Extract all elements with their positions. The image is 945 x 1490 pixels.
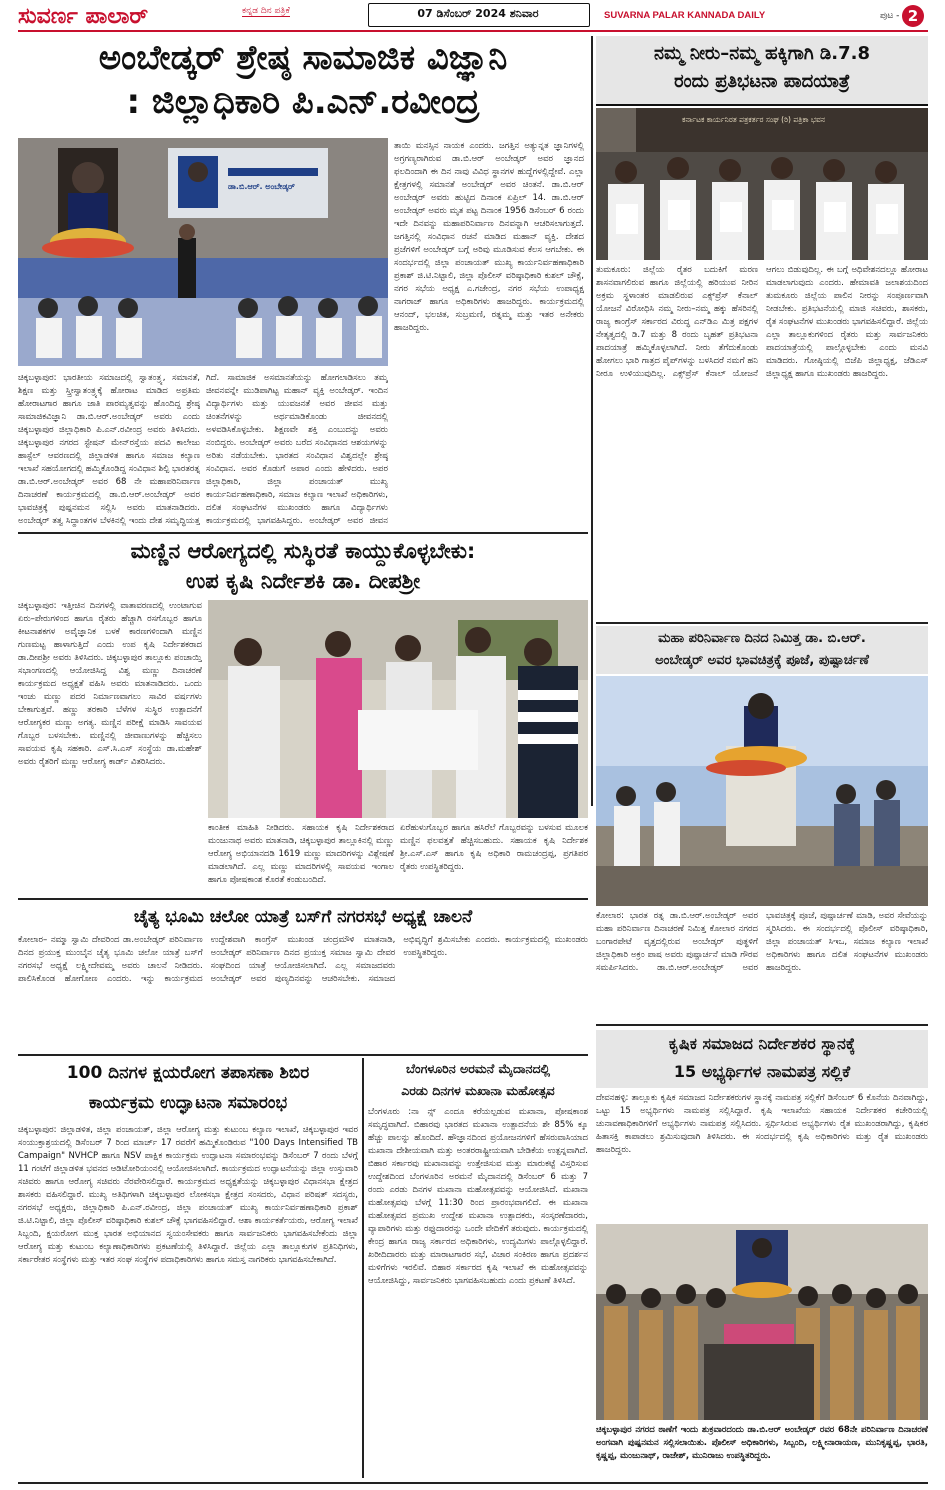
ambedkar-photo [596,676,928,906]
krushika-photo [596,1224,928,1420]
krushika-header [596,1030,928,1088]
masthead [0,0,945,34]
lead-body-col1: ಚಿಕ್ಕಬಳ್ಳಾಪುರ: ಭಾರತೀಯ ಸಮಾಜದಲ್ಲಿ ಸ್ವಾತಂತ್ರ್ಯ, ಸಮಾನತೆ, ಶಿಕ್ಷಣ ಮತ್ತು ಸ್ತ್ರೀಸ್ವಾತಂತ್ರ್ಯಕ್ಕೆ ಹೋರಾಟ ಮಾಡಿದ ಅಪ್ರತಿಮ ಹೋರಾಟಗಾರ ಹಾಗೂ ಜಾತಿ ಪಾರಮ್ಯತ್ವವನ್ನು ಹೊಂದಿದ್ದ ಶ್ರೇಷ್ಠ ಸಾಮಾಜಿಕವಿಜ್ಞಾನಿ ಡಾ.ಬಿ.ಆರ್.ಅಂಬೇಡ್ಕರ್ ಅವರು ಎಂದು ಚಿಕ್ಕಬಳ್ಳಾಪುರ ಜಿಲ್ಲಾಧಿಕಾರಿ ಪಿ.ಎನ್.ರವೀಂದ್ರ ಅವರು ತಿಳಿಸಿದರು. ಚಿಕ್ಕಬಳ್ಳಾಪುರ ನಗರದ ಸ್ಟೇಷನ್ ಮೇನ್‌ರಸ್ತೆಯ ಪದವಿ ಕಾಲೇಜು ಹಾಸ್ಟೆಲ್ ಆವರಣದಲ್ಲಿ ಜಿಲ್ಲಾಡಳಿತ ಹಾಗೂ ಸಮಾಜ ಕಲ್ಯಾಣ ಇಲಾಖೆ ಸಹಯೋಗದಲ್ಲಿ ಹಮ್ಮಿಕೊಂಡಿದ್ದ ಸಂವಿಧಾನ ಶಿಲ್ಪಿ ಭಾರತರತ್ನ ಡಾ.ಬಿ.ಆರ್.ಅಂಬೇಡ್ಕರ್ ಅವರ 68 ನೇ ಮಹಾಪರಿನಿರ್ವಾಣ ದಿನಾಚರಣೆ ಕಾರ್ಯಕ್ರಮದಲ್ಲಿ ಡಾ.ಬಿ.ಆರ್.ಅಂಬೇಡ್ಕರ್ ಅವರ ಭಾವಚಿತ್ರಕ್ಕೆ ಪುಷ್ಪನಮನ ಸಲ್ಲಿಸಿ ಅವರು ಮಾತನಾಡಿದರು. ಅಂಬೇಡ್ಕರ್ ತತ್ವ ಸಿದ್ಧಾಂತಗಳ ಬೆಳಕಿನಲ್ಲಿ ಇಂದು ದೇಶ ಸಮೃದ್ಧಿಯತ್ತ [18,373,200,526]
lead-body-col3: ತಾಯಿ ಮನಸ್ಸಿನ ನಾಯಕ ಎಂದರು. ಜಗತ್ತಿನ ಅತ್ಯುನ್ನತ ಜ್ಞಾನಿಗಳಲ್ಲಿ ಅಗ್ರಗಣ್ಯರಾಗಿರುವ ಡಾ.ಬಿ.ಆರ್ ಅಂಬೇಡ್ಕರ್ ಅವರ ಜ್ಞಾನದ ಫಲದಿಂದಾಗಿ ಈ ದಿನ ನಾವು ವಿವಿಧ ಸ್ಥಾನಗಳ ಹುದ್ದೆಗಳಲ್ಲಿದ್ದೇವೆ. ಎಲ್ಲಾ ಕ್ಷೇತ್ರಗಳಲ್ಲಿ ಸಮಾನತೆ ಅಂಬೇಡ್ಕರ್ ಅವರ ಚಿಂತನೆ. ಡಾ.ಬಿ.ಆರ್ ಅಂಬೇಡ್ಕರ್ ಅವರು ಹುಟ್ಟಿದ ದಿನಾಂಕ ಏಪ್ರಿಲ್ 14. ಡಾ.ಬಿ.ಆರ್ ಅಂಬೇಡ್ಕರ್ ಅವರು ಮೃತ ಪಟ್ಟ ದಿನಾಂಕ 1956 ಡಿಸೆಂಬರ್ 6 ರಂದು ಇದೇ ದಿನವನ್ನು ಮಹಾಪರಿನಿರ್ವಾಣ ದಿನವನ್ನಾಗಿ ಆಚರಿಸಲಾಗುತ್ತದೆ. ಜಗತ್ತಿನಲ್ಲಿ ಸಂವಿಧಾನ ರಚನೆ ಮಾಡಿದ ಮಹಾನ್ ವ್ಯಕ್ತಿ. ದೇಶದ ಪ್ರಜೆಗಳಿಗೆ ಅಂಬೇಡ್ಕರ್ ಬಗ್ಗೆ ಅರಿವು ಮೂಡಿಸುವ ಕೆಲಸ ಆಗಬೇಕು. ಈ ಸಂದರ್ಭದಲ್ಲಿ ಜಿಲ್ಲಾ ಪಂಚಾಯತ್ ಮುಖ್ಯ ಕಾರ್ಯನಿರ್ವಹಣಾಧಿಕಾರಿ ಪ್ರಕಾಶ್ ಜಿ.ಟಿ.ನಿಟ್ಟಾಲಿ, ಜಿಲ್ಲಾ ಪೊಲೀಸ್ ವರಿಷ್ಠಾಧಿಕಾರಿ ಕುಶಲ್ ಚೌಕ್ಸೆ, ನಗರ ಸಭೆಯ ಅಧ್ಯಕ್ಷ ಎ.ಗಜೇಂದ್ರ, ನಗರ ಸಭೆಯ ಉಪಾಧ್ಯಕ್ಷ ನಾಗರಾಜ್ ಹಾಗೂ ಅಧಿಕಾರಿಗಳು ಹಾಜರಿದ್ದರು. ಕಾರ್ಯಕ್ರಮದಲ್ಲಿ ಆನಂದ್, ಭಲಚಿತ, ಸುಬ್ರಮಣಿ, ರತ್ನಮ್ಮ ಮತ್ತು ಇತರ ಅನೇಕರು ಹಾಜರಿದ್ದರು. [394,141,584,333]
krushika-headline-1: ಕೃಷಿಕ ಸಮಾಜದ ನಿರ್ದೇಶಕರ ಸ್ಥಾನಕ್ಕೆ [668,1034,856,1053]
soil-headline [18,536,588,596]
sidebar-top-headline-1: ನಮ್ಮ ನೀರು–ನಮ್ಮ ಹಕ್ಕಿಗಾಗಿ ಡಿ.7.8 [654,43,870,64]
divider-main-vertical [591,36,593,806]
krushika-headline-2: 15 ಅಭ್ಯರ್ಥಿಗಳ ನಾಮಪತ್ರ ಸಲ್ಲಿಕೆ [673,1062,851,1081]
soil-photo-art [208,600,588,818]
krushika-body: ದೇವನಹಳ್ಳಿ: ತಾಲ್ಲೂಕು ಕೃಷಿಕ ಸಮಾಜದ ನಿರ್ದೇಶಕರುಗಳ ಸ್ಥಾನಕ್ಕೆ ನಾಮಪತ್ರ ಸಲ್ಲಿಕೆಗೆ ಡಿಸೆಂಬರ್ 6 ಕೊನೆಯ ದಿನವಾಗಿದ್ದು, ಒಟ್ಟು 15 ಅಭ್ಯರ್ಥಿಗಳು ನಾಮಪತ್ರ ಸಲ್ಲಿಸಿದ್ದಾರೆ. ಕೃಷಿ ಇಲಾಖೆಯ ಸಹಾಯಕ ನಿರ್ದೇಶಕರ ಕಚೇರಿಯಲ್ಲಿ ಚುನಾವಣಾಧಿಕಾರಿಗಳಿಗೆ ಅಭ್ಯರ್ಥಿಗಳು ನಾಮಪತ್ರ ಸಲ್ಲಿಸಿದರು. ಸ್ಪರ್ಧಿಸಿರುವ ಅಭ್ಯರ್ಥಿಗಳು ರೈತ ಮುಖಂಡರಾಗಿದ್ದು, ಕೃಷಿಕರ ಹಿತಾಸಕ್ತಿ ಕಾಪಾಡಲು ಶ್ರಮಿಸುವುದಾಗಿ ತಿಳಿಸಿದರು. ಈ ಸಂದರ್ಭದಲ್ಲಿ ಕೃಷಿ ಅಧಿಕಾರಿಗಳು ಮತ್ತು ರೈತ ಮುಖಂಡರು ಹಾಜರಿದ್ದರು. [596,1093,928,1155]
lead-photo [18,138,388,366]
soil-body-mid: ಕಾಂತೀಕ ಮಾಹಿತಿ ನೀಡಿದರು. ಸಹಾಯಕ ಕೃಷಿ ನಿರ್ದೇಶಕರಾದ ಮಂಜುನಾಥ ಅವರು ಮಾತನಾಡಿ, ಚಿಕ್ಕಬಳ್ಳಾಪುರ ತಾಲ್ಲೂಕಿನಲ್ಲಿ ಮಣ್ಣು ಆರೋಗ್ಯ ಅಭಿಯಾನದಡಿ 1619 ಮಣ್ಣು ಮಾದರಿಗಳನ್ನು ವಿಶ್ಲೇಷಣೆ ಮಾಡಲಾಗಿದೆ. ಎಲ್ಲ ಮಣ್ಣು ಮಾದರಿಗಳಲ್ಲಿ ಸಾವಯವ ಇಂಗಾಲ ಹಾಗೂ ಪೋಷಕಾಂಶ ಕೊರತೆ ಕಂಡುಬಂದಿದೆ. [208,823,394,885]
lead-headline-line1: ಅಂಬೇಡ್ಕರ್ ಶ್ರೇಷ್ಠ ಸಾಮಾಜಿಕ ವಿಜ್ಞಾನಿ [98,38,508,78]
lead-headline [18,36,588,124]
lead-photo-art [18,138,388,366]
makhana-headline [368,1058,588,1102]
divider-ambedkar-bottom [596,1024,928,1026]
ambedkar-headline-1: ಮಹಾ ಪರಿನಿರ್ವಾಣ ದಿನದ ನಿಮಿತ್ತ ಡಾ. ಬಿ.ಆರ್. [658,631,866,646]
lead-body-col2: ಗಿದೆ. ಸಾಮಾಜಿಕ ಅಸಮಾನತೆಯನ್ನು ಹೋಗಲಾಡಿಸಲು ತಮ್ಮ ಜೀವನವನ್ನೇ ಮುಡಿಪಾಗಿಟ್ಟ ಮಹಾನ್ ವ್ಯಕ್ತಿ ಅಂಬೇಡ್ಕರ್. ಇಂದಿನ ವಿದ್ಯಾರ್ಥಿಗಳು ಮತ್ತು ಯುವಜನತೆ ಅವರ ಜೀವನ ಮತ್ತು ಚಿಂತನೆಗಳನ್ನು ಅರ್ಥಮಾಡಿಕೊಂಡು ಜೀವನದಲ್ಲಿ ಅಳವಡಿಸಿಕೊಳ್ಳಬೇಕು. ಶಿಕ್ಷಣವೇ ಶಕ್ತಿ ಎಂಬುದನ್ನು ಅವರು ನಂಬಿದ್ದರು. ಅಂಬೇಡ್ಕರ್ ಅವರು ಬರೆದ ಸಂವಿಧಾನದ ಆಶಯಗಳನ್ನು ಅರಿತು ನಡೆಯಬೇಕು. ಭಾರತದ ಸಂವಿಧಾನ ವಿಶ್ವದಲ್ಲೇ ಶ್ರೇಷ್ಠ ಸಂವಿಧಾನ. ಅವರ ಕೊಡುಗೆ ಅಪಾರ ಎಂದು ಹೇಳಿದರು. ಅಪರ ಜಿಲ್ಲಾಧಿಕಾರಿ, ಜಿಲ್ಲಾ ಪಂಚಾಯತ್ ಮುಖ್ಯ ಕಾರ್ಯನಿರ್ವಹಣಾಧಿಕಾರಿ, ಸಮಾಜ ಕಲ್ಯಾಣ ಇಲಾಖೆ ಅಧಿಕಾರಿಗಳು, ದಲಿತ ಸಂಘಟನೆಗಳ ಮುಖಂಡರು ಹಾಗೂ ವಿದ್ಯಾರ್ಥಿಗಳು ಕಾರ್ಯಕ್ರಮದಲ್ಲಿ ಭಾಗವಹಿಸಿದ್ದರು. ಅಂಬೇಡ್ಕರ್ ಅವರ ಜೀವನ [206,373,388,526]
soil-body-right: ಏರೆಹುಳುಗೊಬ್ಬರ ಹಾಗೂ ಹಸಿರೆಲೆ ಗೊಬ್ಬರವನ್ನು ಬಳಸುವ ಮೂಲಕ ಮಣ್ಣಿನ ಫಲವತ್ತತೆ ಹೆಚ್ಚಿಸಬಹುದು. ಸಹಾಯಕ ಕೃಷಿ ನಿರ್ದೇಶಕ ಶ್ರೀ.ಎಸ್.ಎಸ್ ಹಾಗೂ ಕೃಷಿ ಅಧಿಕಾರಿ ರಾಮಚಂದ್ರಪ್ಪ, ಪ್ರಗತಿಪರ ರೈತರು ಉಪಸ್ಥಿತರಿದ್ದರು. [400,823,588,872]
sidebar-top-photo-art [596,108,928,260]
chaitya-headline: ಚೈತ್ಯ ಭೂಮಿ ಚಲೋ ಯಾತ್ರೆ ಬಸ್‌ಗೆ ನಗರಸಭೆ ಅಧ್ಯಕ್ಷೆ ಚಾಲನೆ [133,907,473,927]
lead-photo-banner-text: ಡಾ.ಬಿ.ಆರ್. ಅಂಬೇಡ್ಕರ್ [228,182,295,191]
tb-body: ಚಿಕ್ಕಬಳ್ಳಾಪುರ: ಜಿಲ್ಲಾಡಳಿತ, ಜಿಲ್ಲಾ ಪಂಚಾಯತ್, ಜಿಲ್ಲಾ ಆರೋಗ್ಯ ಮತ್ತು ಕುಟುಂಬ ಕಲ್ಯಾಣ ಇಲಾಖೆ, ಚಿಕ್ಕಬಳ್ಳಾಪುರ ಇವರ ಸಂಯುಕ್ತಾಶ್ರಯದಲ್ಲಿ ಡಿಸೆಂಬರ್ 7 ರಿಂದ ಮಾರ್ಚ್ 17 ರವರೆಗೆ ಹಮ್ಮಿಕೊಂಡಿರುವ "100 Days Intensified TB Campaign" NVHCP ಹಾಗೂ NSV ಪಾಕ್ಷಿಕ ಕಾರ್ಯಕ್ರಮ ಉದ್ಘಾಟನಾ ಸಮಾರಂಭವನ್ನು ಡಿಸೆಂಬರ್ 7 ರಂದು ಬೆಳಗ್ಗೆ 11 ಗಂಟೆಗೆ ಜಿಲ್ಲಾಡಳಿತ ಭವನದ ಆಡಿಟೋರಿಯಂನಲ್ಲಿ ಆಯೋಜಿಸಲಾಗಿದೆ. ಕಾರ್ಯಕ್ರಮದ ಉದ್ಘಾಟನೆಯನ್ನು ಜಿಲ್ಲಾ ಉಸ್ತುವಾರಿ ಸಚಿವರು ಹಾಗೂ ಆರೋಗ್ಯ ಸಚಿವರು ನೆರವೇರಿಸಲಿದ್ದಾರೆ. ಕಾರ್ಯಕ್ರಮದ ಅಧ್ಯಕ್ಷತೆಯನ್ನು ಚಿಕ್ಕಬಳ್ಳಾಪುರ ವಿಧಾನಸಭಾ ಕ್ಷೇತ್ರದ ಶಾಸಕರು ವಹಿಸಲಿದ್ದಾರೆ. ಮುಖ್ಯ ಅತಿಥಿಗಳಾಗಿ ಚಿಕ್ಕಬಳ್ಳಾಪುರ ಲೋಕಸಭಾ ಕ್ಷೇತ್ರದ ಸಂಸದರು, ವಿಧಾನ ಪರಿಷತ್ ಸದಸ್ಯರು, ನಗರಸಭೆ ಅಧ್ಯಕ್ಷರು, ಜಿಲ್ಲಾಧಿಕಾರಿ ಪಿ.ಎನ್.ರವೀಂದ್ರ, ಜಿಲ್ಲಾ ಪಂಚಾಯತ್ ಮುಖ್ಯ ಕಾರ್ಯನಿರ್ವಹಣಾಧಿಕಾರಿ ಪ್ರಕಾಶ್ ಜಿ.ಟಿ.ನಿಟ್ಟಾಲಿ, ಜಿಲ್ಲಾ ಪೊಲೀಸ್ ವರಿಷ್ಠಾಧಿಕಾರಿ ಕುಶಲ್ ಚೌಕ್ಸೆ ಭಾಗವಹಿಸಲಿದ್ದಾರೆ. ಆಶಾ ಕಾರ್ಯಕರ್ತೆಯರು, ಆರೋಗ್ಯ ಇಲಾಖೆ ಸಿಬ್ಬಂದಿ, ಕ್ಷಯರೋಗ ಮುಕ್ತ ಭಾರತ ಅಭಿಯಾನದ ಸ್ವಯಂಸೇವಕರು ಹಾಗೂ ಸಾರ್ವಜನಿಕರು ಭಾಗವಹಿಸಬೇಕೆಂದು ಜಿಲ್ಲಾ ಆರೋಗ್ಯ ಮತ್ತು ಕುಟುಂಬ ಕಲ್ಯಾಣಾಧಿಕಾರಿಗಳು ಪ್ರಕಟಣೆಯಲ್ಲಿ ತಿಳಿಸಿದ್ದಾರೆ. ಜಿಲ್ಲೆಯ ಎಲ್ಲಾ ತಾಲ್ಲೂಕುಗಳ ಪ್ರತಿನಿಧಿಗಳು, ಸರ್ಕಾರೇತರ ಸಂಸ್ಥೆಗಳು ಮತ್ತು ಇತರ ಸಂಘ ಸಂಸ್ಥೆಗಳ ಪದಾಧಿಕಾರಿಗಳು ಹಾಗೂ ಸಮಸ್ತ ನಾಗರಿಕರು ಭಾಗವಹಿಸಬೇಕಾಗಿದೆ. [18,1125,358,1265]
tb-headline [18,1058,358,1118]
krushika-photo-art [596,1224,928,1420]
page-number: 2 [902,5,924,27]
sidebar-top-header [596,36,928,106]
ambedkar-body: ಕೋಲಾರ: ಭಾರತ ರತ್ನ ಡಾ.ಬಿ.ಆರ್.ಅಂಬೇಡ್ಕರ್ ಅವರ ಮಹಾ ಪರಿನಿರ್ವಾಣ ದಿನಾಚರಣೆ ನಿಮಿತ್ತ ಕೋಲಾರ ನಗರದ ಬಂಗಾರಪೇಟೆ ವೃತ್ತದಲ್ಲಿರುವ ಅಂಬೇಡ್ಕರ್ ಪುತ್ಥಳಿಗೆ ಜಿಲ್ಲಾಧಿಕಾರಿ ಅಕ್ರಂ ಪಾಷ ಅವರು ಪುಷ್ಪಾರ್ಚನೆ ಮಾಡಿ ಗೌರವ ಸಮರ್ಪಿಸಿದರು. ಡಾ.ಬಿ.ಆರ್.ಅಂಬೇಡ್ಕರ್ ಅವರ ಭಾವಚಿತ್ರಕ್ಕೆ ಪೂಜೆ, ಪುಷ್ಪಾರ್ಚಣೆ ಮಾಡಿ, ಅವರ ಸೇವೆಯನ್ನು ಸ್ಮರಿಸಿದರು. ಈ ಸಂದರ್ಭದಲ್ಲಿ ಪೊಲೀಸ್ ವರಿಷ್ಠಾಧಿಕಾರಿ, ಜಿಲ್ಲಾ ಪಂಚಾಯತ್ ಸಿಇಒ, ಸಮಾಜ ಕಲ್ಯಾಣ ಇಲಾಖೆ ಅಧಿಕಾರಿಗಳು ಹಾಗೂ ದಲಿತ ಸಂಘಟನೆಗಳ ಮುಖಂಡರು ಹಾಜರಿದ್ದರು. [596,911,928,973]
divider-sidebar-top [596,622,928,624]
lead-headline-line2: : ಜಿಲ್ಲಾಧಿಕಾರಿ ಪಿ.ಎನ್.ರವೀಂದ್ರ [126,82,480,122]
masthead-date: 07 ಡಿಸೆಂಬರ್ 2024 ಶನಿವಾರ [417,7,539,20]
masthead-logo: ಸುವರ್ಣ ಪಾಲಾರ್ [18,4,149,29]
page-bottom-rule [18,1482,928,1484]
soil-photo [208,600,588,818]
soil-headline-2: ಉಪ ಕೃಷಿ ನಿರ್ದೇಶಕಿ ಡಾ. ದೀಪಶ್ರೀ [185,569,421,593]
sidebar-top-body: ತುಮಕೂರು: ಜಿಲ್ಲೆಯ ರೈತರ ಬದುಕಿಗೆ ಮರಣ ಶಾಸನವಾಗಲಿರುವ ಹಾಗೂ ಜಿಲ್ಲೆಯಲ್ಲಿ ಹರಿಯುವ ನೀರಿನ ಅಕ್ರಮ ಸ್ಥಳಾಂತರ ಮಾಡಲಿರುವ ಎಕ್ಸ್‌ಪ್ರೆಸ್ ಕೆನಾಲ್ ಯೋಜನೆ ವಿರೋಧಿಸಿ ನಮ್ಮ ನೀರು–ನಮ್ಮ ಹಕ್ಕು ಹೆಸರಿನಲ್ಲಿ ರಾಜ್ಯ ಕಾಂಗ್ರೆಸ್ ಸರ್ಕಾರದ ವಿರುದ್ಧ ಎನ್‌ಡಿಎ ಮಿತ್ರ ಪಕ್ಷಗಳ ನೇತೃತ್ವದಲ್ಲಿ ಡಿ.7 ಮತ್ತು 8 ರಂದು ಬೃಹತ್ ಪ್ರತಿಭಟನಾ ಪಾದಯಾತ್ರೆ ಹಮ್ಮಿಕೊಳ್ಳಲಾಗಿದೆ. ನೀರು ತೆಗೆದುಕೊಂಡು ಹೋಗಲು ಭಾರಿ ಗಾತ್ರದ ಪೈಪ್‌ಗಳನ್ನು ಬಳಸಿದರೆ ನಮಗೆ ಹನಿ ನೀರೂ ಉಳಿಯುವುದಿಲ್ಲ. ಎಕ್ಸ್‌ಪ್ರೆಸ್ ಕೆನಾಲ್ ಯೋಜನೆ ಆಗಲು ಬಿಡುವುದಿಲ್ಲ. ಈ ಬಗ್ಗೆ ಅಧಿವೇಶನದಲ್ಲೂ ಹೋರಾಟ ಮಾಡಲಾಗುವುದು ಎಂದರು. ಹೇಮಾವತಿ ಜಲಾಶಯದಿಂದ ತುಮಕೂರು ಜಿಲ್ಲೆಯ ಪಾಲಿನ ನೀರನ್ನು ಸಂಪೂರ್ಣವಾಗಿ ನೀಡಬೇಕು. ಪ್ರತಿಭಟನೆಯಲ್ಲಿ ಮಾಜಿ ಸಚಿವರು, ಶಾಸಕರು, ರೈತ ಸಂಘಟನೆಗಳ ಮುಖಂಡರು ಭಾಗವಹಿಸಲಿದ್ದಾರೆ. ಜಿಲ್ಲೆಯ ಎಲ್ಲಾ ತಾಲ್ಲೂಕುಗಳಿಂದ ರೈತರು ಮತ್ತು ಸಾರ್ವಜನಿಕರು ಪಾದಯಾತ್ರೆಯಲ್ಲಿ ಪಾಲ್ಗೊಳ್ಳಬೇಕು ಎಂದು ಮನವಿ ಮಾಡಿದರು. ಗೋಷ್ಠಿಯಲ್ಲಿ ಬಿಜೆಪಿ ಜಿಲ್ಲಾಧ್ಯಕ್ಷ, ಜೆಡಿಎಸ್ ಜಿಲ್ಲಾಧ್ಯಕ್ಷ ಹಾಗೂ ಮುಖಂಡರು ಹಾಜರಿದ್ದರು. [596,265,928,379]
tb-headline-2: ಕಾರ್ಯಕ್ರಮ ಉದ್ಘಾಟನಾ ಸಮಾರಂಭ [88,1093,288,1113]
sidebar-top-photo [596,108,928,260]
tb-headline-1: 100 ದಿನಗಳ ಕ್ಷಯರೋಗ ತಪಾಸಣಾ ಶಿಬಿರ [66,1063,310,1083]
divider-lead-bottom [18,532,588,534]
makhana-headline-2: ಎರಡು ದಿನಗಳ ಮಖಾನಾ ಮಹೋತ್ಸವ [401,1083,555,1098]
page-label: ಪುಟ - [880,11,900,21]
masthead-tagline: ಕನ್ನಡ ದಿನ ಪತ್ರಿಕೆ [242,6,290,16]
divider-soil-bottom [18,898,588,900]
chaitya-body: ಕೋಲಾರ– ನಮ್ಮಾ ಸ್ವಾಮಿ ದೇವರಿಂದ ಡಾ.ಅಂಬೇಡ್ಕರ್ ಪರಿನಿರ್ವಾಣ ದಿನದ ಪ್ರಯುಕ್ತ ಮುಂಬೈನ ಚೈತ್ಯ ಭೂಮಿ ಚಲೋ ಯಾತ್ರೆ ಬಸ್‌ಗೆ ನಗರಸಭೆ ಅಧ್ಯಕ್ಷೆ ಲಕ್ಷ್ಮೀದೇವಮ್ಮ ಅವರು ಚಾಲನೆ ನೀಡಿದರು. ಪಾಲಿಸಿಕೊಂಡ ಹೋಗೋಣ ಎಂದರು. ಇನ್ನು ಕಾರ್ಯಕ್ರಮದ ಉದ್ದೇಶವಾಗಿ ಕಾಂಗ್ರೆಸ್ ಮುಖಂಡ ಚಂದ್ರಮೌಳಿ ಮಾತನಾಡಿ, ಅಂಬೇಡ್ಕರ್ ಪರಿನಿರ್ವಾಣ ದಿನದ ಪ್ರಯುಕ್ತ ಸಮಾಜ ಸ್ವಾಮಿ ದೇವರ ಸಂಘದಿಂದ ಯಾತ್ರೆ ಆಯೋಜಿಸಲಾಗಿದೆ. ಎಲ್ಲ ಸಮಾಜದವರು ಅಂಬೇಡ್ಕರ್ ಅವರ ಪುಣ್ಯದಿನವನ್ನು ಆಚರಿಸಬೇಕು. ಸಮಾಜದ ಅಭಿವೃದ್ಧಿಗೆ ಶ್ರಮಿಸಬೇಕು ಎಂದರು. ಕಾರ್ಯಕ್ರಮದಲ್ಲಿ ಮುಖಂಡರು ಉಪಸ್ಥಿತರಿದ್ದರು. [18,935,588,984]
masthead-rule [18,30,928,32]
sidebar-top-headline-2: ರಂದು ಪ್ರತಿಭಟನಾ ಪಾದಯಾತ್ರೆ [674,71,850,92]
ambedkar-header [596,626,928,674]
soil-headline-1: ಮಣ್ಣಿನ ಆರೋಗ್ಯದಲ್ಲಿ ಸುಸ್ಥಿರತೆ ಕಾಯ್ದುಕೊಳ್ಳಬೇಕು: [130,539,476,563]
krushika-caption: ಚಿಕ್ಕಬಳ್ಳಾಪುರ ನಗರದ ಠಾಣೆಗೆ ಇಂದು ಶುಕ್ರವಾರದಂದು ಡಾ.ಬಿ.ಆರ್ ಅಂಬೇಡ್ಕರ್ ರವರ 68ನೇ ಪರಿನಿರ್ವಾಣ ದಿನಾಚರಣೆ ಅಂಗವಾಗಿ ಪುಷ್ಪನಮನ ಸಲ್ಲಿಸಲಾಯಿತು. ಪೊಲೀಸ್ ಅಧಿಕಾರಿಗಳು, ಸಿಬ್ಬಂದಿ, ಲಕ್ಷ್ಮೀನಾರಾಯಣ, ಮುನಿಕೃಷ್ಣಪ್ಪ, ಭಾರತಿ, ಕೃಷ್ಣಪ್ಪ, ಮಂಜುನಾಥ್, ರಾಜೇಶ್, ಮುನಿರಾಜು ಉಪಸ್ಥಿತರಿದ್ದರು. [596,1425,928,1461]
ambedkar-photo-art [596,676,928,906]
makhana-body: ಬೆಂಗಳೂರು :ನಾ ನ್ಸ್ ಎಂದೂ ಕರೆಯಲ್ಪಡುವ ಮಖಾನಾ, ಪೋಷಕಾಂಶ ಸಮೃದ್ಧವಾಗಿದೆ. ಬಿಹಾರವು ಭಾರತದ ಮಖಾನಾ ಉತ್ಪಾದನೆಯ ಶೇ 85% ಕ್ಕೂ ಹೆಚ್ಚು ಪಾಲನ್ನು ಹೊಂದಿದೆ. ಹೌಜ್ಞಾನದಿಂದ ಪ್ರಯೋಜನಗಳಿಗೆ ಹೆಸರುವಾಸಿಯಾದ ಮಖಾನಾ ದೇಶೀಯವಾಗಿ ಮತ್ತು ಅಂತರರಾಷ್ಟ್ರೀಯವಾಗಿ ಬೇಡಿಕೆಯ ಉತ್ಪನ್ನವಾಗಿದೆ. ಬಿಹಾರ ಸರ್ಕಾರವು ಮಖಾನಾವನ್ನು ಉತ್ತೇಜಿಸುವ ಮತ್ತು ಮಾರುಕಟ್ಟೆ ವಿಸ್ತರಿಸುವ ಉದ್ದೇಶದಿಂದ ಬೆಂಗಳೂರಿನ ಅರಮನೆ ಮೈದಾನದಲ್ಲಿ ಡಿಸೆಂಬರ್ 6 ಮತ್ತು 7 ರಂದು ಎರಡು ದಿನಗಳ ಮಖಾನಾ ಮಹೋತ್ಸವವನ್ನು ಆಯೋಜಿಸಿದೆ. ಮಖಾನಾ ಮಹೋತ್ಸವವು ಬೆಳಗ್ಗೆ 11:30 ರಿಂದ ಪ್ರಾರಂಭವಾಗಲಿದೆ. ಈ ಮಖಾನಾ ಮಹೋತ್ಸವದ ಪ್ರಮುಖ ಉದ್ದೇಶ ಮಖಾನಾ ಉತ್ಪಾದಕರು, ಸಂಸ್ಕರಣೆದಾರರು, ವ್ಯಾಪಾರಿಗಳು ಮತ್ತು ರಫ್ತುದಾರರನ್ನು ಒಂದೇ ವೇದಿಕೆಗೆ ತರುವುದು. ಕಾರ್ಯಕ್ರಮದಲ್ಲಿ ಕೇಂದ್ರ ಹಾಗೂ ರಾಜ್ಯ ಸರ್ಕಾರದ ಅಧಿಕಾರಿಗಳು, ಉದ್ಯಮಿಗಳು ಪಾಲ್ಗೊಳ್ಳಲಿದ್ದಾರೆ. ಖರೀದಿದಾರರು ಮತ್ತು ಮಾರಾಟಗಾರರ ಸಭೆ, ವಿಚಾರ ಸಂಕಿರಣ ಹಾಗೂ ಪ್ರದರ್ಶನ ಮಳಿಗೆಗಳು ಇರಲಿವೆ. ಬಿಹಾರ ಸರ್ಕಾರದ ಕೃಷಿ ಇಲಾಖೆ ಈ ಮಹೋತ್ಸವವನ್ನು ಆಯೋಜಿಸಿದ್ದು, ಸಾರ್ವಜನಿಕರು ಭಾಗವಹಿಸಬಹುದು ಎಂದು ಪ್ರಕಟಣೆ ತಿಳಿಸಿದೆ. [368,1107,588,1286]
masthead-english-name: SUVARNA PALAR KANNADA DAILY [604,10,766,21]
ambedkar-headline-2: ಅಂಬೇಡ್ಕರ್ ಅವರ ಭಾವಚಿತ್ರಕ್ಕೆ ಪೂಜೆ, ಪುಷ್ಪಾರ್ಚಣೆ [655,653,869,668]
soil-body-left: ಚಿಕ್ಕಬಳ್ಳಾಪುರ: ಇತ್ತೀಚಿನ ದಿನಗಳಲ್ಲಿ ವಾತಾವರಣದಲ್ಲಿ ಉಂಟಾಗುವ ಏರು–ಪೇರುಗಳಿಂದ ಹಾಗೂ ರೈತರು ಹೆಚ್ಚಾಗಿ ರಸಗೊಬ್ಬರ ಹಾಗೂ ಕೀಟನಾಶಕಗಳ ಅವೈಜ್ಞಾನಿಕ ಬಳಕೆ ಕಾರಣಗಳಿಂದಾಗಿ ಮಣ್ಣಿನ ಗುಣಮಟ್ಟ ಹಾಳಾಗುತ್ತಿದೆ ಎಂದು ಉಪ ಕೃಷಿ ನಿರ್ದೇಶಕರಾದ ಡಾ.ದೀಪಶ್ರೀ ಅವರು ತಿಳಿಸಿದರು. ಚಿಕ್ಕಬಳ್ಳಾಪುರ ತಾಲ್ಲೂಕು ಪಂಚಾಯ್ತಿ ಸಭಾಂಗಣದಲ್ಲಿ ಆಯೋಜಿಸಿದ್ದ ವಿಶ್ವ ಮಣ್ಣು ದಿನಾಚರಣೆ ಕಾರ್ಯಕ್ರಮದ ಅಧ್ಯಕ್ಷತೆ ವಹಿಸಿ ಅವರು ಮಾತನಾಡಿದರು. ಒಂದು ಇಂಚು ಮಣ್ಣು ಪದರ ನಿರ್ಮಾಣವಾಗಲು ಸಾವಿರ ವರ್ಷಗಳು ಬೇಕಾಗುತ್ತವೆ. ಹಣ್ಣು ತರಕಾರಿ ಬೆಳೆಗಳ ಸುಸ್ಥಿರ ಉತ್ಪಾದನೆಗೆ ಆರೋಗ್ಯಕರ ಮಣ್ಣು ಅಗತ್ಯ. ಮಣ್ಣಿನ ಪರೀಕ್ಷೆ ಮಾಡಿಸಿ ಸಾವಯವ ಗೊಬ್ಬರ ಬಳಸಬೇಕು. ಮಣ್ಣಿನಲ್ಲಿ ಜೀವಾಣುಗಳನ್ನು ಹೆಚ್ಚಿಸಲು ಸಾವಯವ ಕೃಷಿ ಸಹಕಾರಿ. ಎಸ್.ಸಿ.ಎಸ್ ಸಂಸ್ಥೆಯ ಡಾ.ಮಹೇಶ್ ಅವರು ರೈತರಿಗೆ ಮಣ್ಣು ಆರೋಗ್ಯ ಕಾರ್ಡ್ ವಿತರಿಸಿದರು. [18,601,202,767]
sidebar-top-photo-banner: ಕರ್ನಾಟಕ ಕಾರ್ಯನಿರತ ಪತ್ರಕರ್ತರ ಸಂಘ (ರಿ) ಪತ್ರಿಕಾ ಭವನ [682,115,825,124]
divider-tb-makhana [362,1058,364,1478]
makhana-headline-1: ಬೆಂಗಳೂರಿನ ಅರಮನೆ ಮೈದಾನದಲ್ಲಿ [406,1061,550,1076]
divider-chaitya-bottom [18,1054,588,1056]
